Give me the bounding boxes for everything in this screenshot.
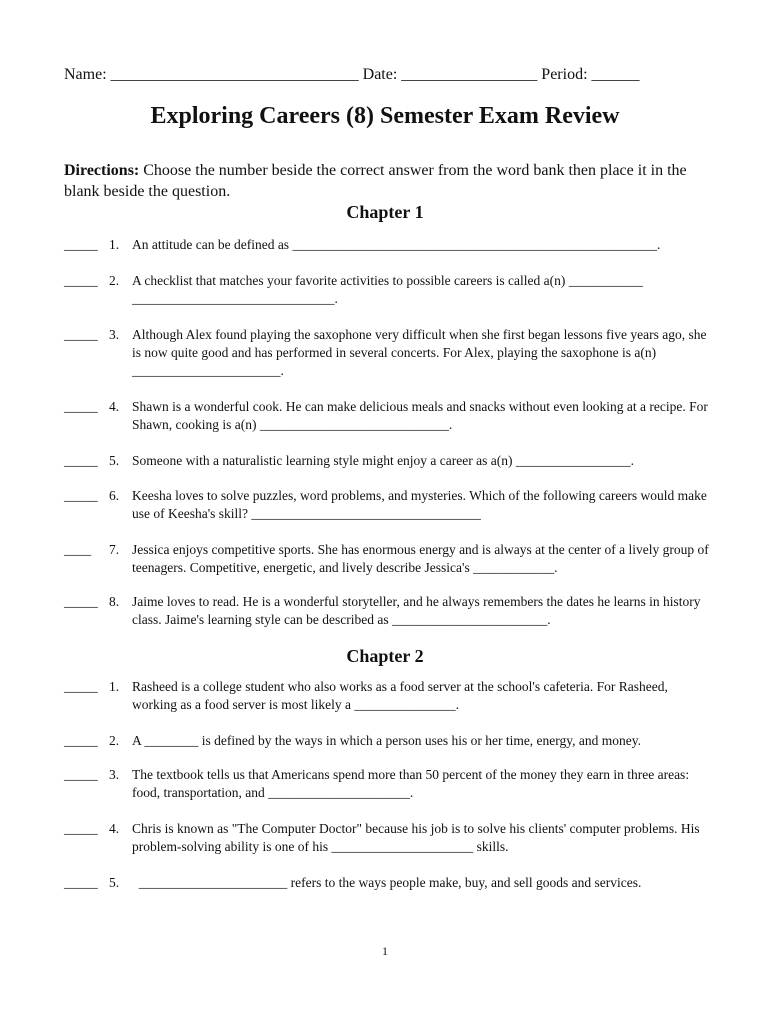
chapter-1-question-3 <box>64 326 714 380</box>
question-text: Shawn is a wonderful cook. He can make delicious meals and snacks without even looking at a recipe. For Shawn, cooking is a(n) ____________________________. <box>132 399 708 432</box>
question-text: Someone with a naturalistic learning style might enjoy a career as a(n) _________________. <box>132 453 634 468</box>
question-number: 5. <box>109 453 120 468</box>
question-number: 2. <box>109 273 120 288</box>
answer-blank[interactable]: _____ <box>64 237 98 252</box>
question-text: ______________________ refers to the ways people make, buy, and sell goods and services. <box>132 875 642 890</box>
question-text: Chris is known as "The Computer Doctor" because his job is to solve his clients' computer problems. His problem-solving ability is one of his _____________________ skills. <box>132 821 700 854</box>
question-number: 7. <box>109 542 120 557</box>
question-number: 4. <box>109 399 120 414</box>
chapter-2-question-3 <box>64 766 714 802</box>
question-number: 3. <box>109 767 120 782</box>
question-number: 6. <box>109 488 120 503</box>
page-title: Exploring Careers (8) Semester Exam Review <box>150 103 620 129</box>
chapter-1-question-4 <box>64 398 714 434</box>
answer-blank[interactable]: _____ <box>64 679 98 694</box>
chapter-1-question-2 <box>64 272 714 308</box>
answer-blank[interactable]: _____ <box>64 399 98 414</box>
chapter-1-question-6 <box>64 487 714 523</box>
answer-blank[interactable]: _____ <box>64 733 98 748</box>
chapter-1-question-8 <box>64 593 714 629</box>
page-number: 1 <box>382 944 388 958</box>
question-text: An attitude can be defined as ______________________________________________________. <box>132 237 661 252</box>
question-text: Rasheed is a college student who also works as a food server at the school's cafeteria. For Rasheed, working as a food server is most likely a _______________. <box>132 679 668 712</box>
answer-blank[interactable]: _____ <box>64 453 98 468</box>
question-number: 8. <box>109 594 120 609</box>
directions-label: Directions: <box>64 162 140 179</box>
directions <box>64 160 714 202</box>
answer-blank[interactable]: _____ <box>64 594 98 609</box>
answer-blank[interactable]: _____ <box>64 327 98 342</box>
chapter-2-question-5 <box>64 874 714 892</box>
question-number: 3. <box>109 327 120 342</box>
directions-text: Choose the number beside the correct answer from the word bank then place it in the blank beside the question. <box>64 162 687 200</box>
answer-blank[interactable]: _____ <box>64 273 98 288</box>
chapter-2-question-2 <box>64 732 714 750</box>
question-text: Keesha loves to solve puzzles, word problems, and mysteries. Which of the following careers would make use of Keesha's skill? __________________________________ <box>132 488 707 521</box>
chapter-2-heading: Chapter 2 <box>346 646 424 666</box>
question-number: 1. <box>109 237 120 252</box>
chapter-1-question-7 <box>64 541 714 577</box>
answer-blank[interactable]: ____ <box>64 542 91 557</box>
question-number: 5. <box>109 875 120 890</box>
question-text: A ________ is defined by the ways in which a person uses his or her time, energy, and money. <box>132 733 642 748</box>
question-text: A checklist that matches your favorite activities to possible careers is called a(n) ___________ ______________________________. <box>132 273 643 306</box>
answer-blank[interactable]: _____ <box>64 875 98 890</box>
question-text: Although Alex found playing the saxophone very difficult when she first began lessons five years ago, she is now quite good and has performed in several concerts. For Alex, playing the saxophone is a(n) ______________________. <box>132 327 707 378</box>
name-date-period-line: Name: _______________________________ Date: _________________ Period: ______ <box>64 66 640 83</box>
answer-blank[interactable]: _____ <box>64 821 98 836</box>
question-text: Jaime loves to read. He is a wonderful storyteller, and he always remembers the dates he learns in history class. Jaime's learning style can be described as _______________________. <box>132 594 701 627</box>
answer-blank[interactable]: _____ <box>64 488 98 503</box>
chapter-2-question-1 <box>64 678 714 714</box>
chapter-1-question-5 <box>64 452 714 470</box>
chapter-1-question-1 <box>64 236 714 254</box>
chapter-2-question-4 <box>64 820 714 856</box>
question-number: 2. <box>109 733 120 748</box>
chapter-1-heading: Chapter 1 <box>346 202 424 222</box>
question-text: The textbook tells us that Americans spend more than 50 percent of the money they earn in three areas: food, transportation, and _____________________. <box>132 767 690 800</box>
question-number: 4. <box>109 821 120 836</box>
question-text: Jessica enjoys competitive sports. She has enormous energy and is always at the center of a lively group of teenagers. Competitive, energetic, and lively describe Jessica's ____________. <box>132 542 709 575</box>
question-number: 1. <box>109 679 120 694</box>
answer-blank[interactable]: _____ <box>64 767 98 782</box>
